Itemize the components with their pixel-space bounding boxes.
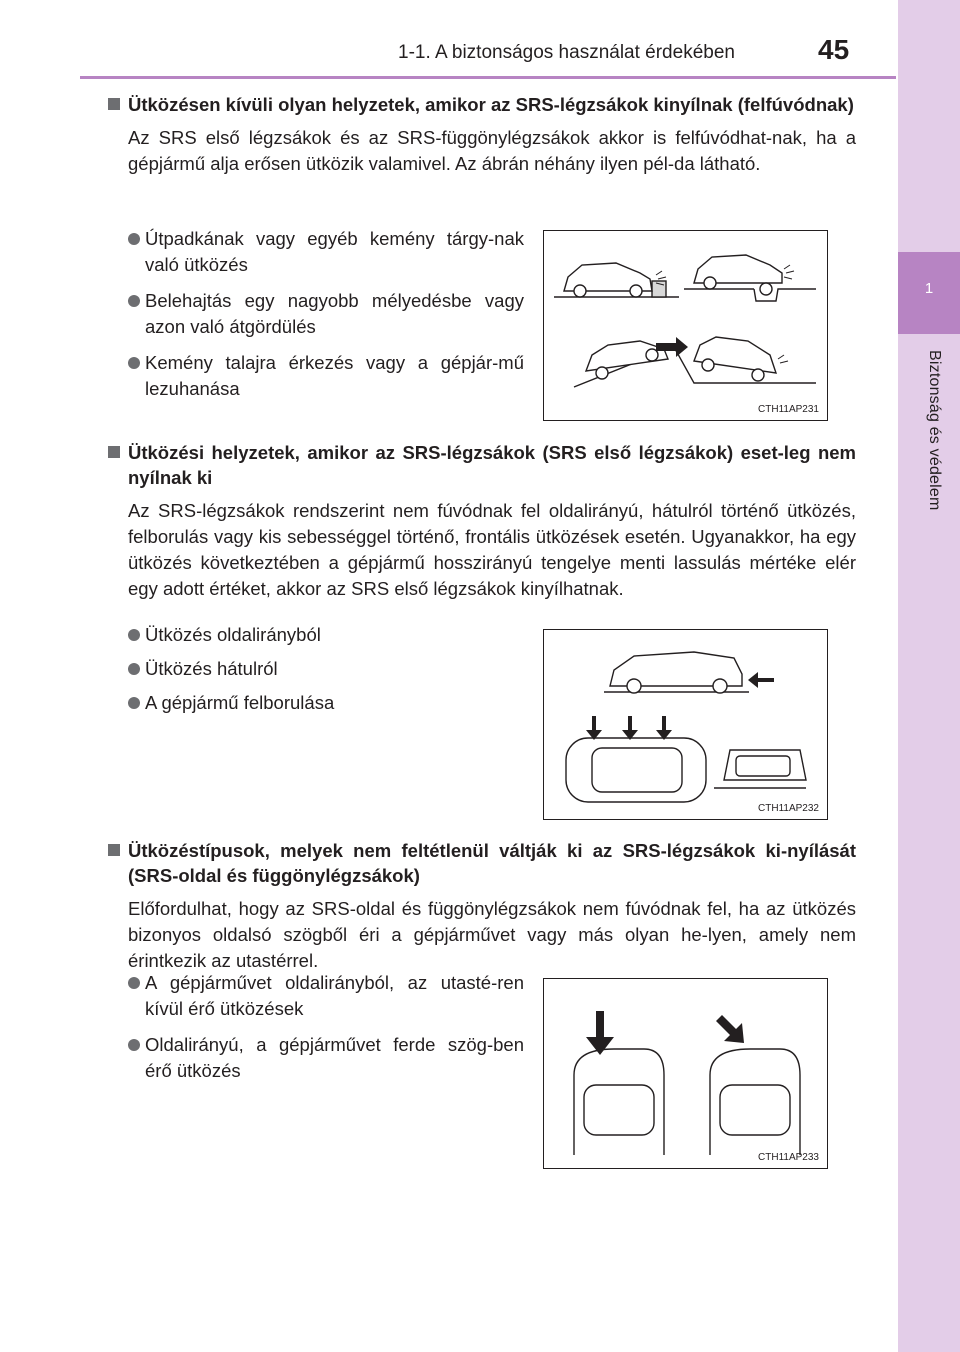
list-item: Belehajtás egy nagyobb mélyedésbe vagy azon való átgördülés [128,288,524,340]
section-may-not-deploy [108,440,856,602]
square-marker-icon [108,844,120,856]
section-paragraph: Előfordulhat, hogy az SRS-oldal és függönylégzsákok nem fúvódnak fel, ha az ütközés bizonyos oldalsó szögből éri a gépjárművet vagy más olyan he-lyen, amely nem érintkezik az utastérrel. [128,898,856,971]
bullet-dot-icon [128,357,140,369]
chapter-number: 1 [924,280,934,297]
figure-curb-ditch-drop [543,230,828,421]
list-item: A gépjárművet oldalirányból, az utasté-ren kívül érő ütközések [128,970,524,1022]
bullet-dot-icon [128,233,140,245]
figure-code: CTH11AP231 [758,404,819,415]
running-header-title: 1-1. A biztonságos használat érdekében [398,42,735,63]
bullet-dot-icon [128,295,140,307]
figure-code: CTH11AP232 [758,803,819,814]
list-item: A gépjármű felborulása [128,690,524,716]
list-item: Útpadkának vagy egyéb kemény tárgy-nak való ütközés [128,226,524,278]
car-impact-illustration [544,979,829,1170]
chapter-side-tab [898,0,960,1352]
list-item: Kemény talajra érkezés vagy a gépjár-mű lezuhanása [128,350,524,402]
bullet-list [128,970,524,1094]
bullet-dot-icon [128,1039,140,1051]
square-marker-icon [108,446,120,458]
bullet-dot-icon [128,629,140,641]
bullet-dot-icon [128,697,140,709]
car-impact-illustration [544,231,829,422]
page-number: 45 [818,34,850,65]
bullet-list [128,622,524,726]
bullet-dot-icon [128,977,140,989]
section-paragraph: Az SRS-légzsákok rendszerint nem fúvódnak fel oldalirányú, hátulról történő ütközés, felborulás vagy kis sebességgel történő, frontális ütközések esetén. Ugyanakkor, ha egy ütközés következtében a gépjármű hosszirányú tengelye menti lassulás mértéke elér egy adott értéket, akkor az SRS első légzsákok kinyílhatnak. [128,500,856,599]
section-heading: Ütközéstípusok, melyek nem feltétlenül váltják ki az SRS-légzsákok ki-nyílását (SRS-oldal és függönylégzsákok) [108,838,856,888]
figure-code: CTH11AP233 [758,1152,819,1163]
section-side-curtain-may-not-deploy [108,838,856,974]
bullet-dot-icon [128,663,140,675]
bullet-list [128,226,524,412]
list-item: Ütközés oldalirányból [128,622,524,648]
section-heading: Ütközési helyzetek, amikor az SRS-légzsákok (SRS első légzsákok) eset-leg nem nyílnak ki [108,440,856,490]
figure-side-angled-impact [543,978,828,1169]
list-item: Oldalirányú, a gépjárművet ferde szög-ben érő ütközés [128,1032,524,1084]
chapter-label: Biztonság és védelem [926,350,943,511]
section-non-collision-deployment [108,92,856,177]
list-item: Ütközés hátulról [128,656,524,682]
section-paragraph: Az SRS első légzsákok és az SRS-függönylégzsákok akkor is felfúvódhat-nak, ha a gépjármű alja erősen ütközik valamivel. Az ábrán néhány ilyen pél-da látható. [128,127,856,174]
figure-side-rear-rollover [543,629,828,820]
car-impact-illustration [544,630,829,821]
header-rule [80,76,896,79]
section-heading: Ütközésen kívüli olyan helyzetek, amikor az SRS-légzsákok kinyílnak (felfúvódnak) [108,92,856,117]
square-marker-icon [108,98,120,110]
